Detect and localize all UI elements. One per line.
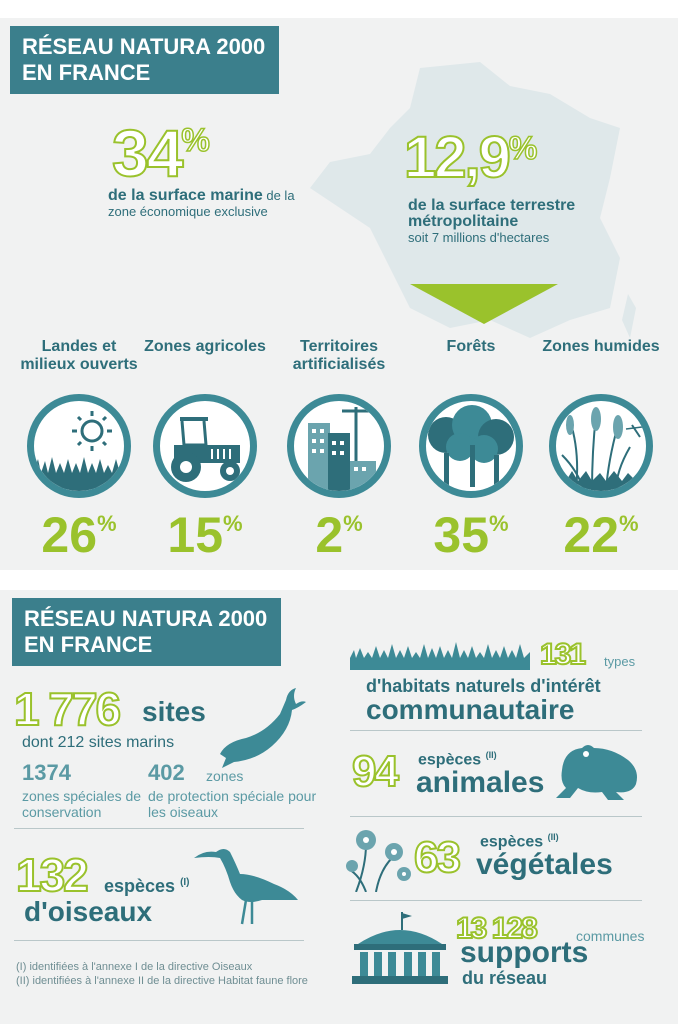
curlew-bird-icon	[190, 844, 300, 926]
zsc-count: 1374	[22, 760, 71, 785]
section-title	[12, 598, 281, 666]
habitats-label-1: d'habitats naturels d'intérêt	[366, 676, 601, 696]
divider	[14, 828, 304, 829]
category-percentage	[12, 507, 146, 563]
frog-icon	[552, 740, 642, 802]
land-caption-rest: soit 7 millions d'hectares	[408, 230, 550, 245]
zps-label: de protection spéciale pour les oiseaux	[148, 788, 317, 820]
species-panel	[0, 590, 678, 1024]
footnote-1: (I) identifiées à l'annexe I de la directive Oiseaux	[16, 961, 253, 973]
habitats-count: 131	[540, 638, 585, 671]
land-caption	[408, 198, 638, 246]
category-humides	[534, 338, 668, 563]
marine-unit: %	[181, 122, 208, 158]
land-unit: %	[508, 130, 536, 166]
land-percentage	[404, 125, 536, 190]
city-crane-icon	[287, 394, 391, 498]
sites-subtitle: dont 212 sites marins	[22, 734, 175, 751]
category-value: 26	[41, 507, 98, 563]
marine-caption-bold: de la surface marine	[108, 187, 263, 204]
category-label: Territoires artificialisés	[292, 338, 386, 373]
land-value: 12,9	[404, 125, 509, 190]
category-landes	[12, 338, 146, 563]
category-unit: %	[619, 511, 639, 536]
marine-percentage	[112, 116, 208, 190]
animals-label-2: animales	[416, 766, 545, 799]
footnote-2: (II) identifiées à l'annexe II de la directive Habitat faune flore	[16, 975, 308, 987]
whale-icon	[216, 686, 306, 768]
town-hall-icon	[350, 910, 450, 984]
marine-caption	[108, 188, 308, 220]
plants-note-ref: (II)	[547, 832, 559, 842]
divider	[350, 816, 642, 817]
category-agricoles	[138, 338, 272, 563]
plants-label-2: végétales	[476, 848, 613, 881]
marine-caption-rest: de la zone économique exclusive	[108, 188, 295, 219]
coverage-panel	[0, 18, 678, 570]
category-label: Zones humides	[542, 338, 660, 355]
tractor-icon	[153, 394, 257, 498]
category-percentage	[272, 507, 406, 563]
category-value: 35	[433, 507, 490, 563]
birds-note-ref: (I)	[180, 877, 190, 888]
category-percentage	[404, 507, 538, 563]
category-value: 2	[315, 507, 344, 563]
down-arrow-icon	[410, 284, 558, 324]
category-percentage	[138, 507, 272, 563]
birds-label-2: d'oiseaux	[24, 896, 153, 927]
divider	[350, 900, 642, 901]
birds-word: espèces	[104, 876, 176, 896]
sites-count: 1 776	[14, 683, 120, 735]
category-percentage	[534, 507, 668, 563]
category-label: Landes et milieux ouverts	[20, 338, 138, 373]
birds-label-1	[104, 876, 190, 897]
marine-value: 34	[112, 116, 182, 190]
divider	[350, 730, 642, 731]
category-unit: %	[343, 511, 363, 536]
flowers-icon	[346, 826, 416, 892]
animals-word: espèces	[418, 751, 482, 769]
trees-icon	[419, 394, 523, 498]
land-caption-bold: de la surface terrestre métropolitaine	[408, 197, 576, 230]
habitats-label-2: communautaire	[366, 694, 575, 725]
animals-note-ref: (II)	[485, 750, 497, 760]
title-line-2: EN FRANCE	[24, 632, 153, 657]
zsc-label: zones spéciales de conservation	[22, 788, 142, 820]
sun-grass-icon	[27, 394, 131, 498]
category-label: Forêts	[446, 338, 496, 355]
sites-label: sites	[142, 696, 206, 727]
category-unit: %	[223, 511, 243, 536]
animals-count: 94	[352, 747, 397, 796]
category-value: 15	[167, 507, 224, 563]
category-forets	[404, 338, 538, 563]
habitats-unit: types	[604, 654, 636, 669]
footnotes	[16, 960, 308, 988]
communes-count: 13 128	[456, 912, 536, 945]
reeds-dragonfly-icon	[549, 394, 653, 498]
communes-unit: communes	[576, 928, 645, 944]
plants-word: espèces	[480, 833, 544, 851]
title-line-2: EN FRANCE	[22, 60, 151, 85]
communes-label-1: supports	[460, 936, 589, 969]
grass-icon	[350, 636, 530, 670]
page-title	[10, 26, 279, 94]
communes-label-2: du réseau	[462, 968, 548, 988]
title-line-1: RÉSEAU NATURA 2000	[24, 606, 268, 631]
zps-unit: zones	[206, 768, 244, 784]
category-artificialises	[272, 338, 406, 563]
birds-count: 132	[16, 849, 87, 901]
zps-count: 402	[148, 760, 185, 785]
category-unit: %	[97, 511, 117, 536]
category-value: 22	[563, 507, 620, 563]
category-unit: %	[489, 511, 509, 536]
plants-count: 63	[414, 833, 459, 882]
title-line-1: RÉSEAU NATURA 2000	[22, 34, 266, 59]
category-label: Zones agricoles	[144, 338, 266, 355]
divider	[14, 940, 304, 941]
